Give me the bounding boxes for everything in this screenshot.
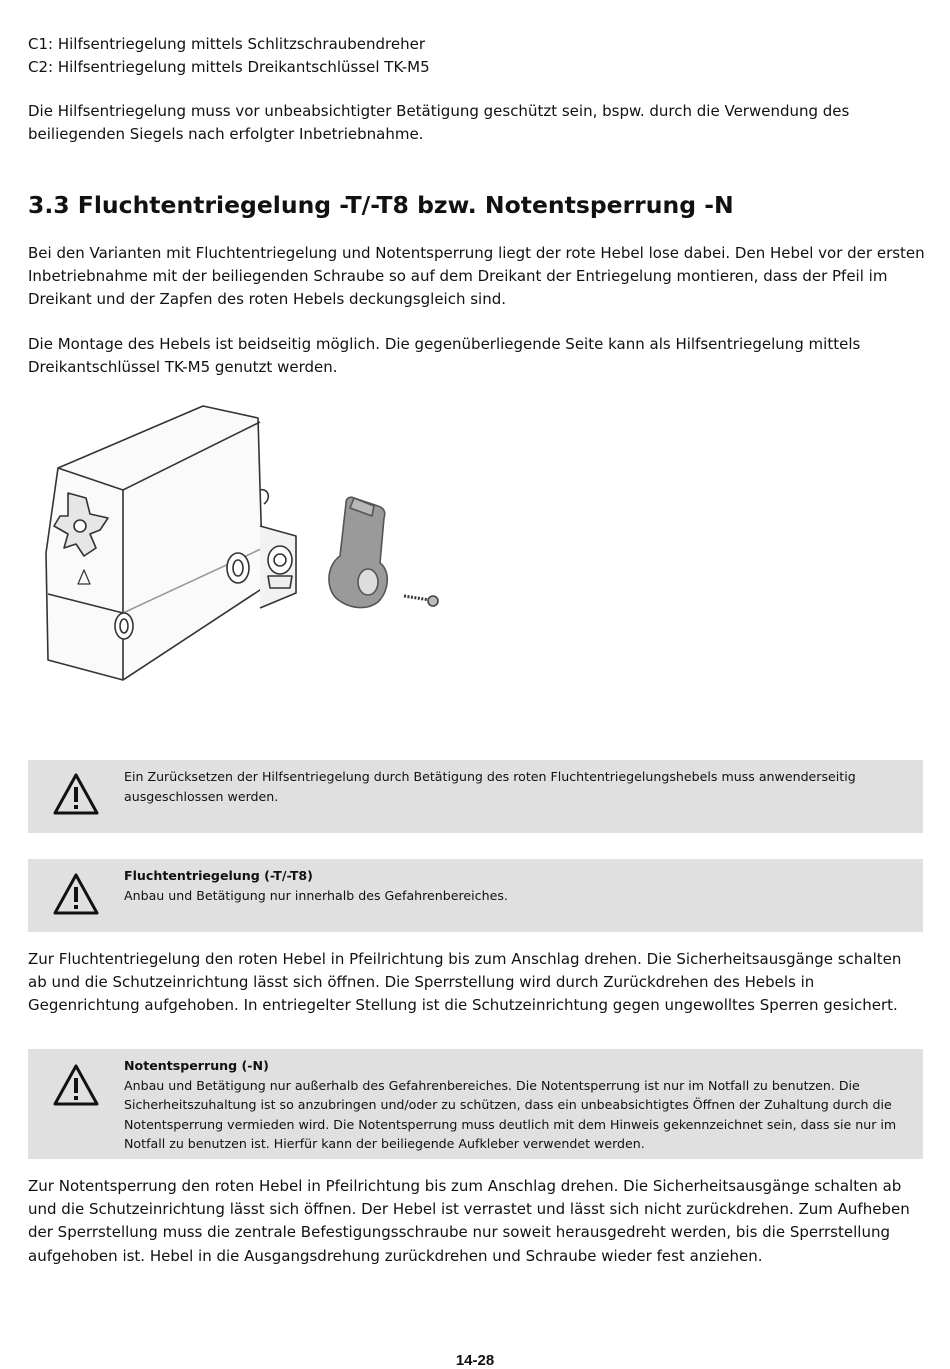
intro-paragraph: Die Hilfsentriegelung muss vor unbeabsichtigter Betätigung geschützt sein, bspw. durch die Verwendung des beiliegenden Siegels nach erfolgter Inbetriebnahme.	[28, 102, 850, 144]
warning-note-notentsperrung-text	[124, 1056, 911, 1154]
warning-icon	[52, 1063, 100, 1107]
warning-note-notentsperrung-body: Anbau und Betätigung nur außerhalb des Gefahrenbereiches. Die Notentsperrung ist nur im Notfall zu benutzen. Die Sicherheitszuhaltung ist so anzubringen und/oder zu schützen, dass ein unbeabsichtigtes Öffnen der Zuhaltung durch die Notentsperrung vermieden wird. Die Notentsperrung muss deutlich mit dem Hinweis gekennzeichnet sein, dass sie nur im Notfall zu benutzen ist. Hierfür kann der beiliegende Aufkleber verwendet werden.	[124, 1077, 897, 1152]
warning-note-flucht-body: Anbau und Betätigung nur innerhalb des Gefahrenbereiches.	[124, 887, 508, 903]
intro-line-c2: C2: Hilfsentriegelung mittels Dreikantschlüssel TK-M5	[28, 58, 430, 76]
product-illustration	[28, 398, 448, 688]
page-number: 14-28	[455, 1352, 495, 1369]
warning-note-reset	[28, 760, 923, 833]
warning-icon	[52, 772, 100, 816]
warning-icon	[52, 872, 100, 916]
intro-line-c1: C1: Hilfsentriegelung mittels Schlitzschraubendreher	[28, 35, 426, 53]
warning-note-flucht-title: Fluchtentriegelung (-T/-T8)	[124, 868, 313, 883]
warning-note-notentsperrung	[28, 1049, 923, 1159]
warning-note-flucht-text	[124, 866, 911, 905]
notentsperrung-paragraph: Zur Notentsperrung den roten Hebel in Pfeilrichtung bis zum Anschlag drehen. Die Sicherheitsausgänge schalten ab und die Schutzeinrichtung lässt sich öffnen. Der Hebel ist verrastet und lässt sich nicht zurückdrehen. Zum Aufheben der Sperrstellung muss die zentrale Befestigungsschraube nur soweit herausgedreht werden, bis die Sperrstellung aufgehoben ist. Hebel in die Ausgangsdrehung zurückdrehen und Schraube wieder fest anziehen.	[28, 1177, 910, 1265]
section-heading: 3.3 Fluchtentriegelung -T/-T8 bzw. Notentsperrung -N	[28, 191, 734, 219]
section-paragraph-1: Bei den Varianten mit Fluchtentriegelung und Notentsperrung liegt der rote Hebel lose dabei. Den Hebel vor der ersten Inbetriebnahme mit der beiliegenden Schraube so auf dem Dreikant der Entriegelung montieren, dass der Pfeil im Dreikant und der Zapfen des roten Hebels deckungsgleich sind.	[28, 244, 925, 309]
warning-note-notentsperrung-title: Notentsperrung (-N)	[124, 1058, 269, 1073]
warning-note-flucht	[28, 859, 923, 932]
warning-note-reset-text: Ein Zurücksetzen der Hilfsentriegelung durch Betätigung des roten Fluchtentriegelungshebels muss anwenderseitig ausgeschlossen werden.	[124, 769, 856, 804]
lock-device-drawing	[28, 398, 448, 688]
flucht-paragraph: Zur Fluchtentriegelung den roten Hebel in Pfeilrichtung bis zum Anschlag drehen. Die Sicherheitsausgänge schalten ab und die Schutzeinrichtung lässt sich öffnen. Die Sperrstellung wird durch Zurückdrehen des Hebels in Gegenrichtung aufgehoben. In entriegelter Stellung ist die Schutzeinrichtung gegen ungewolltes Sperren gesichert.	[28, 950, 902, 1015]
section-paragraph-2: Die Montage des Hebels ist beidseitig möglich. Die gegenüberliegende Seite kann als Hilfsentriegelung mittels Dreikantschlüssel TK-M5 genutzt werden.	[28, 335, 861, 377]
